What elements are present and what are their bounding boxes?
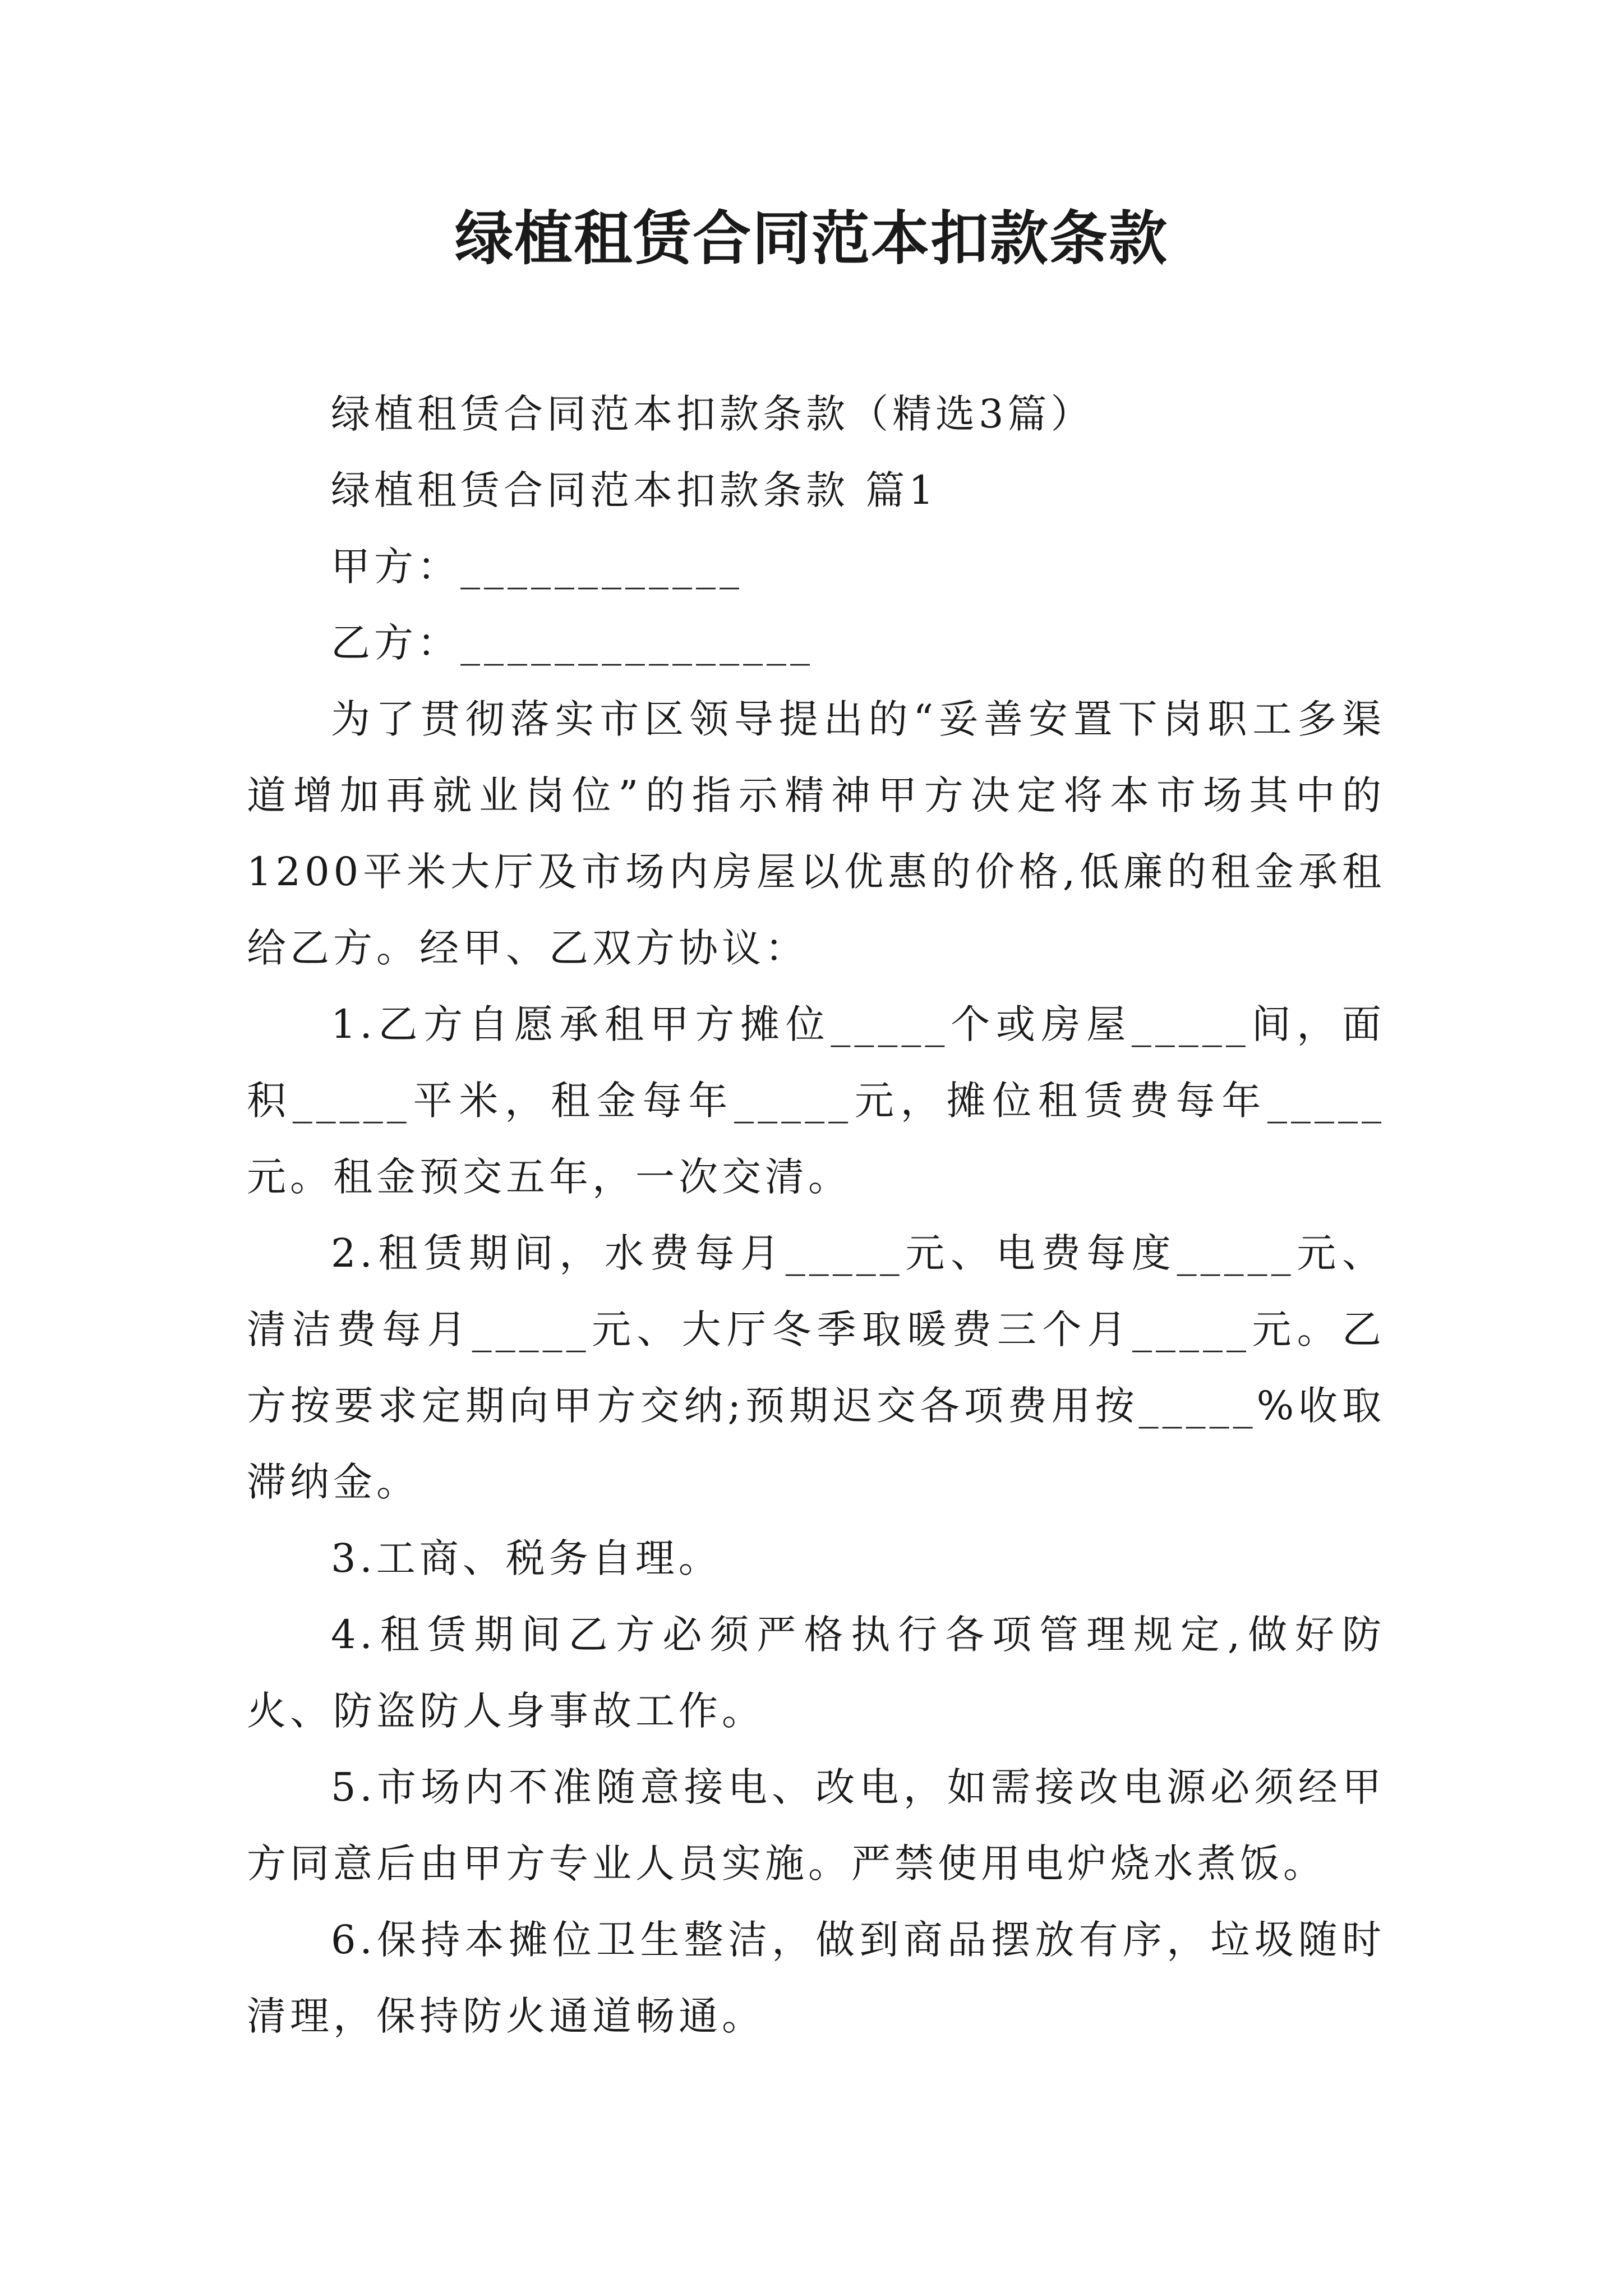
clause-2: 2.租赁期间，水费每月_____元、电费每度_____元、清洁费每月_____元、大厅冬季取暖费三个月_____元。乙方按要求定期向甲方交纳;预期迟交各项费用按_____%收取滞纳金。: [247, 1230, 1385, 1505]
party-b-line: 乙方：_______________: [331, 620, 814, 666]
paragraph-section-heading: 绿植租赁合同范本扣款条款 篇1: [331, 467, 938, 513]
clause-3: 3.工商、税务自理。: [331, 1535, 722, 1581]
clause-4: 4.租赁期间乙方必须严格执行各项管理规定,做好防火、防盗防人身事故工作。: [247, 1612, 1385, 1734]
clause-6: 6.保持本摊位卫生整洁，做到商品摆放有序，垃圾随时清理，保持防火通道畅通。: [247, 1917, 1385, 2039]
paragraph-preamble: 为了贯彻落实市区领导提出的“妥善安置下岗职工多渠道增加再就业岗位”的指示精神甲方决定将本市场其中的1200平米大厅及市场内房屋以优惠的价格,低廉的租金承租给乙方。经甲、乙双方协议：: [247, 696, 1385, 971]
clause-5: 5.市场内不准随意接电、改电，如需接改电源必须经甲方同意后由甲方专业人员实施。严禁使用电炉烧水煮饭。: [247, 1764, 1385, 1887]
document-body: [247, 376, 1385, 2054]
document-title: 绿植租赁合同范本扣款条款: [454, 204, 1168, 273]
party-a-line: 甲方：____________: [331, 544, 743, 590]
clause-1: 1.乙方自愿承租甲方摊位_____个或房屋_____间，面积_____平米，租金每年_____元，摊位租赁费每年_____元。租金预交五年，一次交清。: [247, 1001, 1385, 1200]
paragraph-subtitle: 绿植租赁合同范本扣款条款（精选3篇）: [331, 391, 1094, 437]
